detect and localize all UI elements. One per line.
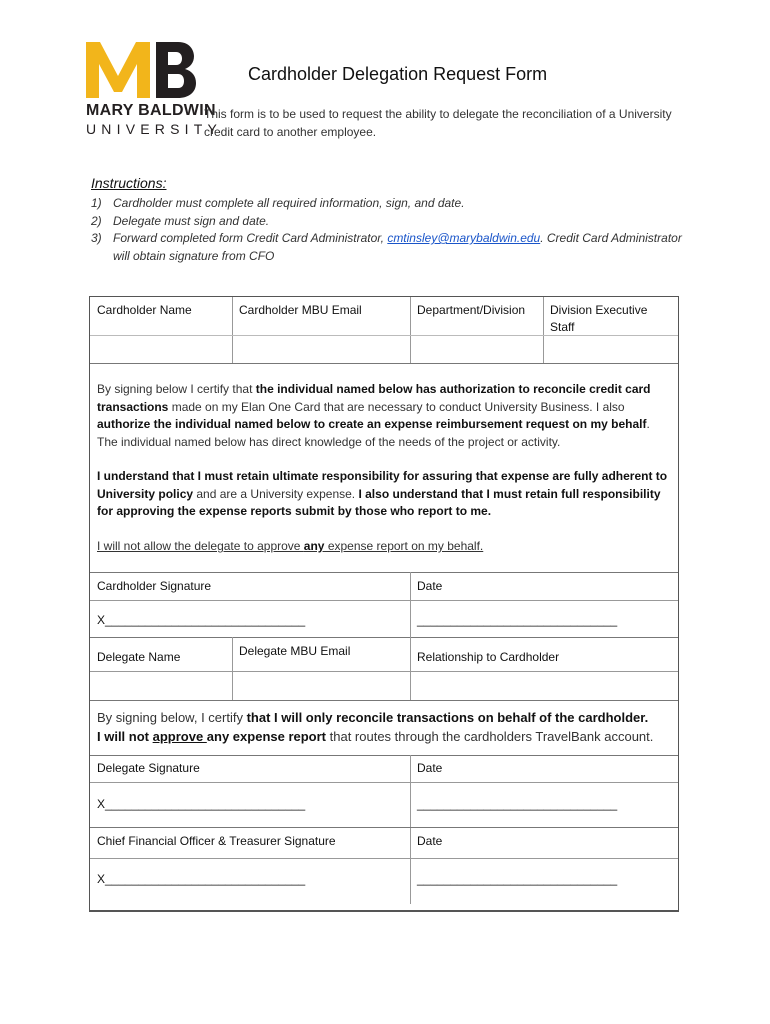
instructions-heading: Instructions:: [91, 175, 167, 191]
university-logo: [86, 42, 223, 137]
relationship-field[interactable]: [411, 672, 678, 699]
cardholder-email-field[interactable]: [233, 336, 409, 362]
mb-monogram-icon: [86, 42, 196, 98]
department-field[interactable]: [411, 336, 542, 362]
header-cardholder-email: Cardholder MBU Email: [239, 303, 362, 317]
executive-staff-field[interactable]: [544, 336, 678, 362]
cardholder-date-line[interactable]: ______________________________: [417, 613, 618, 627]
admin-email-link[interactable]: cmtinsley@marybaldwin.edu: [387, 231, 541, 245]
delegate-email-field[interactable]: [233, 672, 409, 699]
header-relationship: Relationship to Cardholder: [417, 650, 560, 664]
instruction-item: 2) Delegate must sign and date.: [91, 213, 270, 228]
cardholder-date-label: Date: [417, 579, 443, 593]
instruction-item: 3) Forward completed form Credit Card Administrator, cmtinsley@marybaldwin.edu. Credit Card Administrator will obtain signature from CFO: [91, 231, 682, 263]
delegate-name-field[interactable]: [91, 672, 231, 699]
cfo-date-line[interactable]: ______________________________: [417, 872, 618, 886]
instructions: [91, 175, 691, 265]
logo-name-text: MARY BALDWIN: [86, 102, 216, 119]
responsibility-statement: I understand that I must retain ultimate responsibility for assuring that expense are fully adherent to University policy and are a University expense. I also understand that I must retain full responsibility for approving the expense reports submit by those who report to me.: [97, 469, 668, 518]
delegate-date-line[interactable]: ______________________________: [417, 797, 618, 811]
cfo-date-label: Date: [417, 834, 443, 848]
intro-text: This form is to be used to request the ability to delegate the reconciliation of a University credit card to another employee.: [204, 107, 672, 139]
header-department: Department/Division: [417, 303, 526, 317]
cfo-signature-label: Chief Financial Officer & Treasurer Signature: [97, 834, 336, 848]
logo-university-text: UNIVERSITY: [86, 121, 223, 137]
cardholder-name-field[interactable]: [91, 336, 231, 362]
cardholder-certification: By signing below I certify that the individual named below has authorization to reconcile credit card transactions made on my Elan One Card that are necessary to conduct University Business. I also authorize the individual named below to create an expense reimbursement request on my behalf. The individual named below has direct knowledge of the needs of the project or activity.: [97, 382, 651, 449]
instruction-item: 1) Cardholder must complete all required information, sign, and date.: [91, 196, 465, 210]
delegate-date-label: Date: [417, 761, 443, 775]
cardholder-signature-label: Cardholder Signature: [97, 579, 212, 593]
delegate-signature-line[interactable]: X______________________________: [97, 797, 306, 811]
header-delegate-email: Delegate MBU Email: [239, 644, 351, 658]
delegate-certification: By signing below, I certify that I will only reconcile transactions on behalf of the cardholder. I will not approve any expense report that routes through the cardholders TravelBank account.: [97, 710, 654, 744]
header-cardholder-name: Cardholder Name: [97, 303, 192, 317]
delegation-form: [89, 296, 679, 912]
no-approval-statement: I will not allow the delegate to approve any expense report on my behalf.: [97, 539, 484, 553]
cardholder-signature-line[interactable]: X______________________________: [97, 613, 306, 627]
delegate-signature-label: Delegate Signature: [97, 761, 200, 775]
header-executive-staff: Division Executive Staff: [550, 303, 648, 334]
cfo-signature-line[interactable]: X______________________________: [97, 872, 306, 886]
page-title: Cardholder Delegation Request Form: [248, 64, 548, 84]
header-delegate-name: Delegate Name: [97, 650, 181, 664]
